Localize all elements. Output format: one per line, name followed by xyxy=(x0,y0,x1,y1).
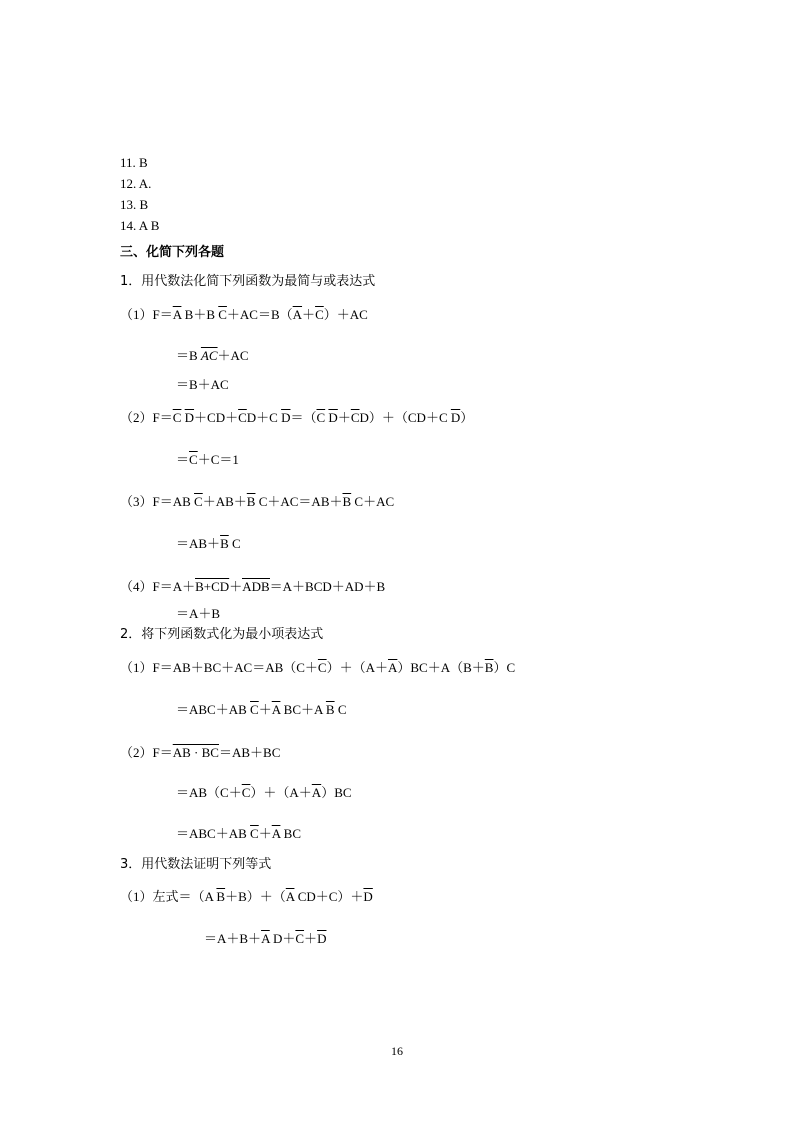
answer-12: 12. A. xyxy=(120,176,152,191)
q3-part1-line2: $=A+B+\overline{A}$ $D+\overline{C}+\overline{D}$ xyxy=(204,931,327,946)
answer-14: 14. A B xyxy=(120,218,160,233)
q2-part2-line1: （2）F＝AB · BC＝AB＋BC xyxy=(120,745,281,760)
q2-part1-line2: ＝ABC＋AB $\overline{C}+\overline{A}$ BC＋A $\overline{B}$ C xyxy=(176,702,347,717)
page-number: 16 xyxy=(391,1044,403,1058)
q2-part2-line3: ＝ABC＋AB $\overline{C}+\overline{A}$ BC xyxy=(176,826,301,841)
q3-part1-line1: （1）左式＝（A $\overline{B}+B)+(\overline{A}$ $CD+C)+\overline{D}$ xyxy=(120,889,373,904)
q1-part1-line1: $(1)F=\overline{A}$ B＋B $\overline{C}+AC=B(\overline{A}+\overline{C})+AC$ xyxy=(120,307,368,322)
q1-part4-line1: $(4)F=A+B+CD+\overline{ADB}=A+BCD+AD+B$ xyxy=(120,579,386,594)
q2-part1-line1: $(1)F=AB+BC+AC=AB(C+\overline{C})+(A+\overline{A})BC+A(B+\overline{B})C$ xyxy=(120,660,516,675)
q2-part2-line2: $=AB(C+\overline{C})+(A+\overline{A})BC$ xyxy=(176,785,352,800)
q1-part3-line1: （3）F＝AB $\overline{C}+AB+\overline{B}$ $C+AC=AB+\overline{B}$ C＋AC xyxy=(120,494,395,509)
question-1-title: 1．用代数法化简下列函数为最简与或表达式 xyxy=(120,274,376,289)
q1-part4-line2: ＝A＋B xyxy=(176,606,221,621)
q1-part1-line3: ＝B＋AC xyxy=(176,377,229,392)
answer-13: 13. B xyxy=(120,197,149,212)
section-title: 三、化简下列各题 xyxy=(120,245,225,260)
question-3-title: 3．用代数法证明下列等式 xyxy=(120,857,272,872)
q1-part2-line2: $=\overline{C}+C=1$ xyxy=(176,452,239,467)
q1-part3-line2: $=AB+\overline{B}$ C xyxy=(176,536,241,551)
question-2-title: 2．将下列函数式化为最小项表达式 xyxy=(120,627,324,642)
answer-11: 11. B xyxy=(120,155,148,170)
q1-part2-line1: $(2)F=\overline{C}$ $\overline{D}+CD+\overline{C}D+C$ $\overline{D}=(\overline{C}$ $\overline{D}+\overline{C}D)+(CD+C$ $\overline{D}$） xyxy=(120,410,474,425)
q1-part1-line2: ＝B $\overline{AC}+AC$ xyxy=(176,348,249,363)
